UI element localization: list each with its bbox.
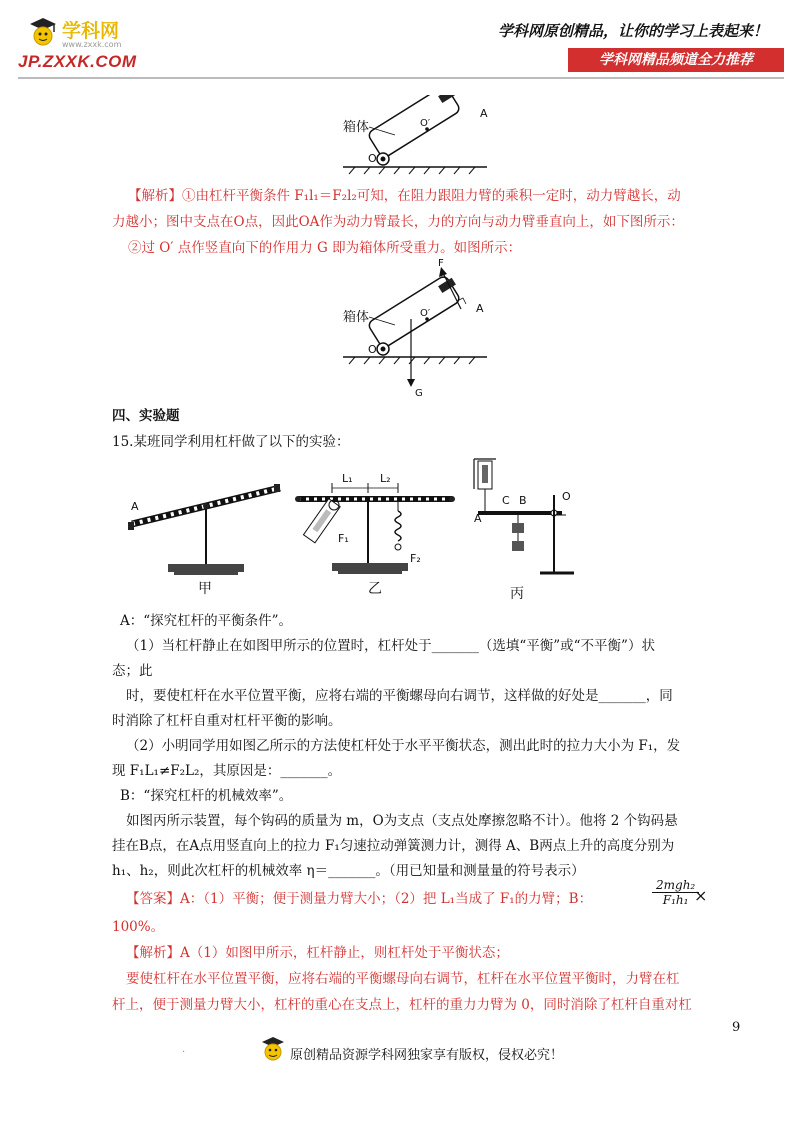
- bing-caption: 丙: [510, 586, 524, 602]
- figure-box-lever-2: [335, 255, 495, 395]
- answer-frac-numerator: 2mgh₂: [652, 878, 699, 893]
- site-logo[interactable]: [18, 16, 168, 74]
- q15-line5: （2）小明同学用如图乙所示的方法使杠杆处于水平平衡状态，测出此时的拉力大小为 F₁，发: [126, 738, 681, 754]
- q15-line4: 时消除了杠杆自重对杠杆平衡的影响。: [112, 713, 342, 729]
- answer-fraction: [652, 878, 699, 907]
- jia-caption: 甲: [198, 581, 212, 597]
- bing-label-a: A: [474, 512, 482, 525]
- header-slogan: 学科网原创精品，让你的学习上表起来！: [498, 22, 769, 40]
- logo-domain: www.zxxk.com: [62, 40, 122, 49]
- mascot-icon: [26, 16, 60, 50]
- fig1-label-a: A: [480, 107, 488, 120]
- analysis2-line3: 杆上，便于测量力臂大小，杠杆的重心在支点上，杠杆的重力力臂为 0，同时消除了杠杆自重对杠: [112, 997, 692, 1013]
- header-banner: 学科网精品频道全力推荐: [568, 48, 784, 72]
- fig2-label-center: O′: [420, 308, 431, 319]
- bing-label-c: C: [502, 494, 510, 507]
- answer-line2: 100%。: [112, 919, 165, 935]
- fig2-label-o: O: [368, 343, 377, 356]
- section-title: 四、实验题: [112, 408, 180, 424]
- answer-frac-denominator: F₁h₁: [662, 893, 689, 907]
- q15-line3: 时，要使杠杆在水平位置平衡，应将右端的平衡螺母向右调节，这样做的好处是_______，同: [126, 688, 673, 704]
- fig2-label-box: 箱体: [343, 310, 370, 325]
- footer-dot: .: [182, 1044, 186, 1055]
- footer-copyright: 原创精品资源学科网独家享有版权，侵权必究！: [290, 1048, 564, 1063]
- figure-box-lever-1: [335, 95, 495, 175]
- figure-lever-yi: [292, 475, 462, 587]
- q15-intro: 15.某班同学利用杠杆做了以下的实验：: [112, 434, 350, 450]
- analysis2-line2: 要使杠杆在水平位置平衡，应将右端的平衡螺母向右调节，杠杆在水平位置平衡时，力臂在杠: [126, 971, 680, 987]
- analysis2-line1: 【解析】A（1）如图甲所示，杠杆静止，则杠杆处于平衡状态；: [126, 945, 509, 961]
- fig1-label-o: O: [368, 152, 377, 165]
- header-divider: [18, 76, 784, 80]
- q15-line1: （1）当杠杆静止在如图甲所示的位置时，杠杆处于_______（选填“平衡”或“不平衡”）状: [126, 638, 655, 654]
- logo-url: JP.ZXXK.COM: [18, 52, 137, 71]
- yi-label-f1: F₁: [338, 532, 349, 545]
- figure-lever-jia: [120, 470, 290, 585]
- q15-line-b: B：“探究杠杆的机械效率”。: [120, 788, 293, 804]
- yi-label-l2: L₂: [380, 472, 391, 485]
- logo-name: 学科网: [62, 20, 120, 42]
- fig1-label-box: 箱体: [343, 120, 370, 135]
- page-number: 9: [732, 1020, 741, 1035]
- q15-line8: 挂在B点，在A点用竖直向上的拉力 F₁匀速拉动弹簧测力计，测得 A、B两点上升的高度分别为: [112, 838, 675, 854]
- answer-line1: 【答案】A：（1）平衡；便于测量力臂大小；（2）把 L₁当成了 F₁的力臂；B：: [126, 891, 593, 907]
- q15-line-a: A：“探究杠杆的平衡条件”。: [120, 613, 293, 629]
- q15-line6: 现 F₁L₁≠F₂L₂，其原因是：_______。: [112, 763, 342, 779]
- yi-label-l1: L₁: [342, 472, 353, 485]
- yi-caption: 乙: [368, 581, 382, 597]
- analysis1-line2: 力越小；图中支点在O点，因此OA作为动力臂最长，力的方向与动力臂垂直向上，如下图所示：: [112, 214, 684, 230]
- fig2-label-f: F: [438, 258, 444, 269]
- q15-line2: 态；此: [112, 663, 153, 679]
- figure-lever-bing: [470, 455, 590, 590]
- bing-label-b: B: [519, 494, 527, 507]
- yi-label-f2: F₂: [410, 552, 421, 565]
- answer-times: ×: [694, 886, 708, 905]
- analysis1-line1: 【解析】①由杠杆平衡条件 F₁l₁＝F₂l₂可知，在阻力跟阻力臂的乘积一定时，动力臂越长，动: [128, 188, 681, 204]
- analysis1-line3: ②过 O′ 点作竖直向下的作用力 G 即为箱体所受重力。如图所示：: [128, 240, 522, 256]
- jia-label-a: A: [131, 500, 139, 513]
- bing-label-o: O: [562, 490, 571, 503]
- fig2-label-a: A: [476, 302, 484, 315]
- fig2-label-g: G: [415, 388, 423, 399]
- q15-line7: 如图丙所示装置，每个钩码的质量为 m，O为支点（支点处摩擦忽略不计）。他将 2 个钩码悬: [126, 813, 678, 829]
- q15-line9: h₁、h₂，则此次杠杆的机械效率 η＝_______。（用已知量和测量量的符号表示）: [112, 863, 585, 879]
- footer-mascot-icon: [260, 1036, 286, 1064]
- fig1-label-center: O′: [420, 118, 431, 129]
